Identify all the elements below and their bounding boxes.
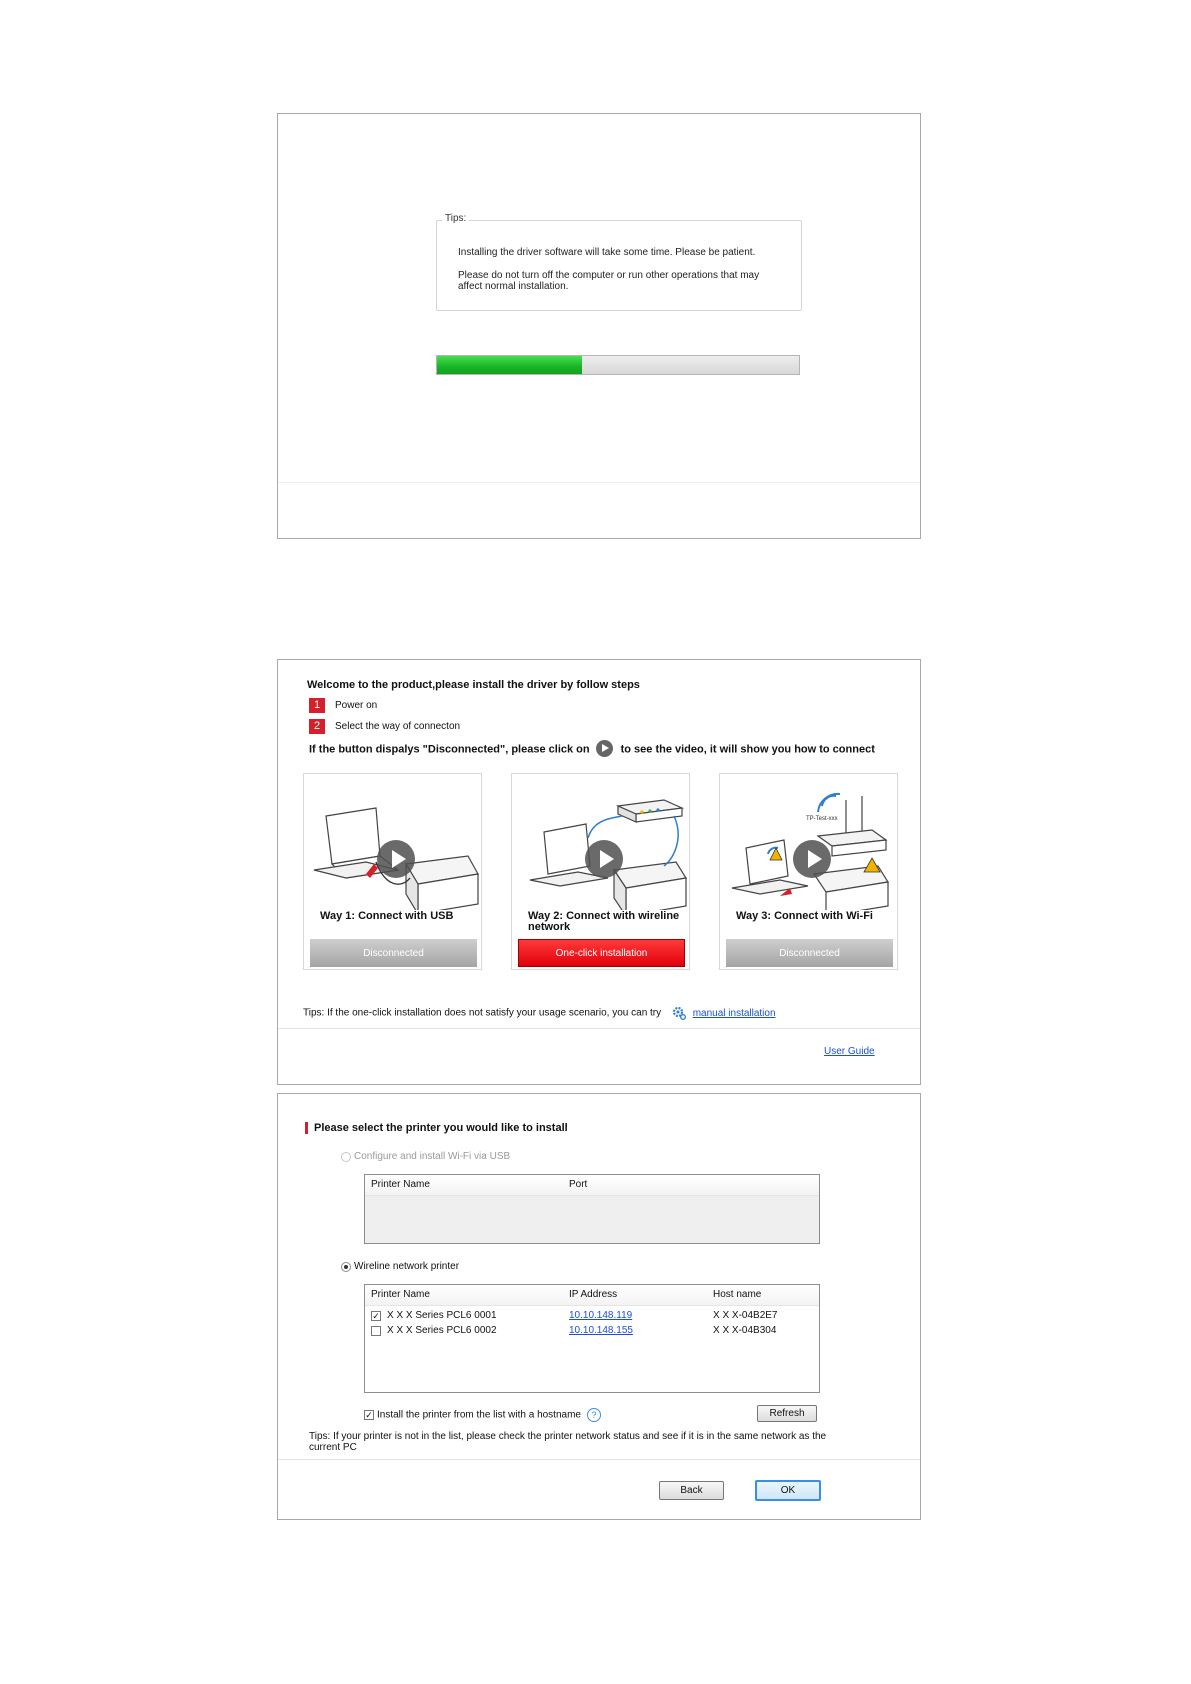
printer-list-tips: Tips: If your printer is not in the list, please check the printer network status and see if it is in the same network as the current PC	[309, 1431, 827, 1453]
usb-wifi-config-label: Configure and install Wi-Fi via USB	[354, 1151, 511, 1162]
manual-install-tips-text: Tips: If the one-click installation does not satisfy your usage scenario, you can try	[303, 1007, 662, 1019]
divider	[278, 482, 920, 483]
router-ssid-label: TP-Test-xxx	[806, 816, 838, 822]
col-printer-name: Printer Name	[371, 1179, 430, 1190]
way-wifi-title: Way 3: Connect with Wi-Fi	[736, 910, 873, 922]
col-ip-address: IP Address	[569, 1289, 618, 1300]
usb-disconnected-button[interactable]: Disconnected	[310, 939, 477, 967]
printer-name: X X X Series PCL6 0002	[387, 1325, 497, 1336]
wireline-video-play-icon[interactable]	[585, 840, 623, 878]
hostname-install-label: Install the printer from the list with a hostname	[377, 1409, 581, 1421]
hostname-install-option	[377, 1408, 601, 1422]
select-printer-window	[277, 1093, 921, 1520]
printer-ip-link[interactable]: 10.10.148.119	[569, 1310, 633, 1321]
row-checkbox[interactable]: ✓	[372, 1311, 380, 1321]
network-list-header	[365, 1285, 819, 1306]
col-port: Port	[569, 1179, 588, 1190]
install-progress-window	[277, 113, 921, 539]
printer-host: X X X-04B304	[713, 1325, 777, 1336]
help-icon[interactable]: ?	[587, 1408, 601, 1422]
row-checkbox[interactable]	[371, 1326, 381, 1336]
tips-line-patience: Installing the driver software will take some time. Please be patient.	[458, 247, 756, 258]
step-1-badge: 1	[309, 698, 325, 713]
printer-ip-link[interactable]: 10.10.148.155	[569, 1325, 633, 1336]
step-2-badge: 2	[309, 719, 325, 734]
col-printer-name: Printer Name	[371, 1289, 430, 1300]
way-wifi-card	[719, 773, 898, 970]
table-row[interactable]	[365, 1309, 819, 1324]
refresh-button[interactable]: Refresh	[757, 1405, 817, 1422]
col-host-name: Host name	[713, 1289, 762, 1300]
install-progress-bar	[436, 355, 800, 375]
usb-video-play-icon[interactable]	[377, 840, 415, 878]
divider	[278, 1459, 920, 1460]
way-usb-title: Way 1: Connect with USB	[320, 910, 454, 922]
back-button[interactable]: Back	[659, 1481, 724, 1500]
connection-method-window	[277, 659, 921, 1085]
wireline-network-label: Wireline network printer	[354, 1261, 460, 1272]
usb-printer-list[interactable]	[364, 1174, 820, 1244]
way-wireline-title: Way 2: Connect with wireline network	[528, 910, 680, 933]
tips-line-warning: Please do not turn off the computer or run other operations that may affect normal installation.	[458, 270, 760, 292]
step-2-text: Select the way of connecton	[335, 721, 461, 732]
ok-button[interactable]: OK	[755, 1480, 821, 1501]
progress-fill	[437, 356, 582, 374]
divider	[278, 1028, 920, 1029]
step-1-text: Power on	[335, 700, 378, 711]
user-guide-link[interactable]: User Guide	[824, 1046, 875, 1057]
wireline-network-radio[interactable]	[341, 1262, 351, 1272]
settings-gear-icon	[672, 1006, 686, 1020]
video-hint-before: If the button dispalys "Disconnected", please click on	[309, 743, 590, 756]
hostname-install-checkbox[interactable]: ✓	[365, 1410, 373, 1420]
wifi-video-play-icon[interactable]	[793, 840, 831, 878]
usb-list-header	[365, 1175, 819, 1196]
printer-name: X X X Series PCL6 0001	[387, 1310, 497, 1321]
way-usb-card	[303, 773, 482, 970]
manual-installation-link[interactable]: manual installation	[692, 1007, 776, 1019]
usb-wifi-config-radio[interactable]	[341, 1152, 351, 1162]
table-row[interactable]	[365, 1324, 819, 1339]
play-icon	[596, 740, 613, 757]
video-hint-after: to see the video, it will show you how to connect	[620, 743, 875, 756]
tips-label: Tips:	[442, 213, 469, 224]
select-printer-title: Please select the printer you would like to install	[305, 1122, 568, 1134]
way-wireline-card	[511, 773, 690, 970]
printer-host: X X X-04B2E7	[713, 1310, 778, 1321]
one-click-install-button[interactable]: One-click installation	[518, 939, 685, 967]
manual-install-tips	[303, 1006, 776, 1020]
network-printer-list[interactable]	[364, 1284, 820, 1393]
welcome-title: Welcome to the product,please install the driver by follow steps	[307, 679, 640, 691]
video-hint	[309, 741, 875, 758]
wifi-disconnected-button[interactable]: Disconnected	[726, 939, 893, 967]
tips-box	[436, 213, 802, 311]
